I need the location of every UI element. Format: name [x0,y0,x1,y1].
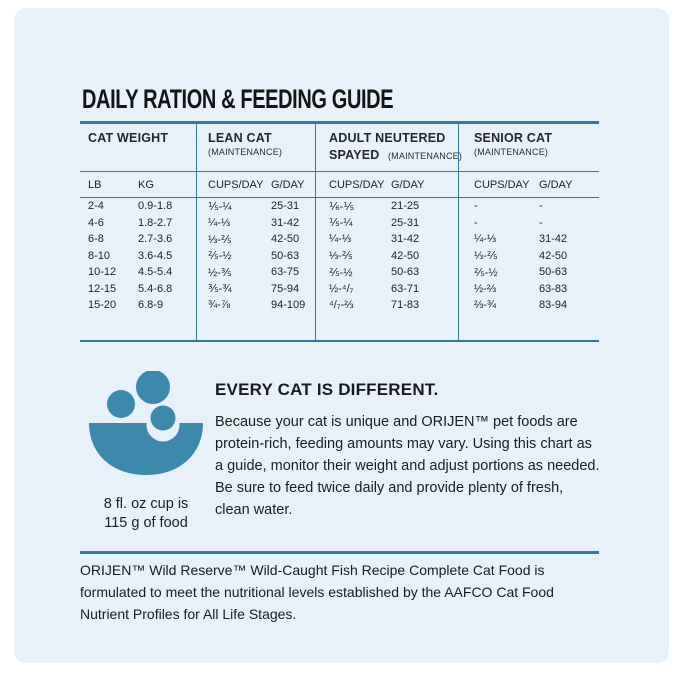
footer-text: ORIJEN™ Wild Reserve™ Wild-Caught Fish Recipe Complete Cat Food is formulated to meet the nutritional levels established by the AAFCO Cat Food Nutrient Profiles for All Life Stages. [80,562,554,622]
cell-grams: 63-83 [539,282,568,295]
cell-cups: - [474,216,478,229]
table-row [197,198,315,215]
table-row [459,198,599,215]
cell-grams: 94-109 [271,299,306,312]
cell-lb: 4-6 [88,216,104,229]
cell-cups: ⅓-⅖ [208,233,232,246]
cell-grams: 83-94 [539,299,568,312]
table-row [197,215,315,232]
cell-grams: 71-83 [391,299,420,312]
subheader-cups: CUPS/DAY [474,178,530,191]
table-row [459,248,599,265]
cell-kg: 4.5-5.4 [138,266,173,279]
subheader-grams: G/DAY [391,178,425,191]
cell-kg: 3.6-4.5 [138,249,173,262]
cell-cups: - [474,200,478,213]
cell-kg: 0.9-1.8 [138,200,173,213]
table-row [197,248,315,265]
measuring-cup-note [70,371,222,533]
table-row [80,231,196,248]
table-row [197,281,315,298]
table-row [80,264,196,281]
info-heading: EVERY CAT IS DIFFERENT. [215,380,439,399]
cell-cups: ½-⅗ [208,266,232,279]
info-section [215,380,600,521]
cell-grams: 50-63 [271,249,300,262]
table-row [80,215,196,232]
cell-lb: 6-8 [88,233,104,246]
table-col-senior-cat [458,124,599,340]
table-col-lean-cat [196,124,315,340]
cell-grams: - [539,216,543,229]
cell-grams: 31-42 [271,216,300,229]
cell-cups: ⁴/₇-⅔ [329,299,354,312]
table-row [197,231,315,248]
cell-kg: 2.7-3.6 [138,233,173,246]
cell-cups: ½-⁴/₇ [329,282,354,295]
table-row [459,297,599,314]
cell-grams: 25-31 [271,200,300,213]
subheader-lb: LB [88,178,102,191]
table-row [316,297,458,314]
cell-cups: ⅖-½ [474,266,498,279]
cell-lb: 15-20 [88,299,117,312]
cell-grams: 63-75 [271,266,300,279]
cell-cups: ¾-⅞ [208,299,231,312]
cell-grams: 25-31 [391,216,420,229]
table-row [316,231,458,248]
table-row [80,198,196,215]
bowl-caption [70,495,222,533]
table-row [459,264,599,281]
cell-kg: 6.8-9 [138,299,164,312]
cell-kg: 5.4-6.8 [138,282,173,295]
cell-cups: ⅖-½ [208,250,232,263]
col-header-cat-weight [80,124,196,172]
table-row [459,215,599,232]
cell-cups: ¼-⅓ [474,233,497,246]
col-header-line2 [329,146,463,164]
subheader-row [80,172,196,198]
cell-grams: 75-94 [271,282,300,295]
col-header-maintenance: (MAINTENANCE) [208,147,283,157]
table-row [197,264,315,281]
subheader-grams: G/DAY [271,178,305,191]
cell-cups: ⅕-¼ [329,217,353,230]
cell-kg: 1.8-2.7 [138,216,173,229]
footer-divider [80,551,599,554]
food-bowl-with-kibble-icon [81,371,211,483]
table-row [316,264,458,281]
cell-cups: ¼-⅓ [329,233,352,246]
feeding-table [80,121,599,342]
bowl-caption-line1: 8 fl. oz cup is [103,496,189,512]
subheader-kg: KG [138,178,154,191]
feeding-guide-panel [14,8,669,663]
subheader-cups: CUPS/DAY [329,178,385,191]
subheader-row [197,172,315,198]
cell-cups: ⅗-¾ [208,283,232,296]
subheader-grams: G/DAY [539,178,573,191]
cell-lb: 2-4 [88,200,104,213]
table-row [197,297,315,314]
subheader-row [459,172,599,198]
cell-grams: 42-50 [271,233,300,246]
cell-lb: 8-10 [88,249,111,262]
page-title: DAILY RATION & FEEDING GUIDE [82,84,394,114]
col-header-senior-cat [459,124,599,172]
cell-cups: ⅓-⅖ [329,250,353,263]
table-row [316,198,458,215]
cell-cups: ⅔-¾ [474,299,497,312]
table-row [316,248,458,265]
cell-grams: - [539,200,543,213]
col-header-label: LEAN CAT [208,131,272,145]
col-header-maintenance: (MAINTENANCE) [387,151,463,161]
table-col-cat-weight [80,124,196,340]
cell-grams: 31-42 [391,233,420,246]
cell-grams: 31-42 [539,233,568,246]
table-row [80,248,196,265]
cell-grams: 42-50 [539,249,568,262]
cell-cups: ¼-⅓ [208,216,231,229]
cell-cups: ⅖-½ [329,266,353,279]
cell-grams: 42-50 [391,249,420,262]
cell-lb: 10-12 [88,266,117,279]
col-header-maintenance: (MAINTENANCE) [474,147,549,157]
col-header-label: ADULT NEUTERED [329,131,446,145]
col-header-adult-neutered-spayed [316,124,463,172]
cell-grams: 50-63 [539,266,568,279]
cell-cups: ⅓-⅖ [474,250,498,263]
info-body: Because your cat is unique and ORIJEN™ pet foods are protein-rich, feeding amounts may vary. Using this chart as a guide, monitor their weight and adjust portions as needed. Be sure to feed twice daily and provide plenty of fresh, clean water. [215,414,600,518]
cell-grams: 63-71 [391,282,420,295]
cell-cups: ⅙-⅕ [329,200,354,213]
table-row [316,281,458,298]
table-row [80,297,196,314]
cell-lb: 12-15 [88,282,117,295]
cell-cups: ⅕-¼ [208,200,232,213]
subheader-row [316,172,458,198]
cell-grams: 21-25 [391,200,420,213]
table-row [316,215,458,232]
table-row [459,231,599,248]
cell-grams: 50-63 [391,266,420,279]
col-header-lean-cat [197,124,315,172]
cell-cups: ½-⅔ [474,282,497,295]
subheader-cups: CUPS/DAY [208,178,264,191]
col-header-label: SENIOR CAT [474,131,553,145]
col-header-label: CAT WEIGHT [88,131,169,145]
col-header-label-2: SPAYED [329,148,380,162]
bowl-caption-line2: 115 g of food [104,515,188,531]
table-row [80,281,196,298]
table-row [459,281,599,298]
table-col-adult-neutered-spayed [315,124,463,340]
